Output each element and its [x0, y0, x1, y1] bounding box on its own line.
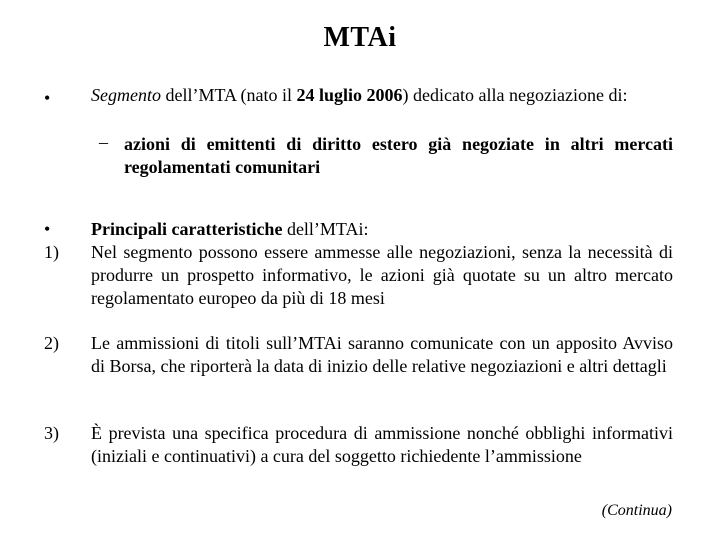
- heading-rest: dell’MTAi:: [282, 219, 369, 239]
- segment-description: [91, 84, 673, 107]
- bullet-1: •: [44, 88, 51, 108]
- sub-item-text: azioni di emittenti di diritto estero già negoziate in altri mercati regolamentati comunitari: [124, 134, 673, 177]
- heading-bold: Principali caratteristiche: [91, 219, 283, 239]
- item-number: 3): [44, 423, 59, 443]
- segment-text-b: ) dedicato alla negoziazione di:: [402, 85, 628, 105]
- list-item: È prevista una specifica procedura di ammissione nonché obblighi informativi (iniziali e continuativi) a cura del soggetto richiedente l’ammissione: [91, 423, 673, 466]
- bullet-2: •: [44, 219, 51, 239]
- item-number: 2): [44, 333, 59, 353]
- page-title: MTAi: [323, 22, 397, 53]
- sub-dash: –: [99, 132, 108, 152]
- item-number: 1): [44, 242, 59, 262]
- continua-note: (Continua): [601, 502, 672, 519]
- list-item: Nel segmento possono essere ammesse alle negoziazioni, senza la necessità di produrre un prospetto informativo, le azioni già quotate su un altro mercato regolamentato europeo da più di 18 mesi: [91, 242, 673, 308]
- section-heading: [91, 218, 673, 241]
- segment-word: Segmento: [91, 85, 161, 105]
- list-item: Le ammissioni di titoli sull’MTAi saranno comunicate con un apposito Avviso di Borsa, che riporterà la data di inizio delle relative negoziazioni e altri dettagli: [91, 333, 673, 376]
- launch-date: 24 luglio 2006: [296, 85, 403, 105]
- segment-text-a: dell’MTA (nato il: [160, 85, 297, 105]
